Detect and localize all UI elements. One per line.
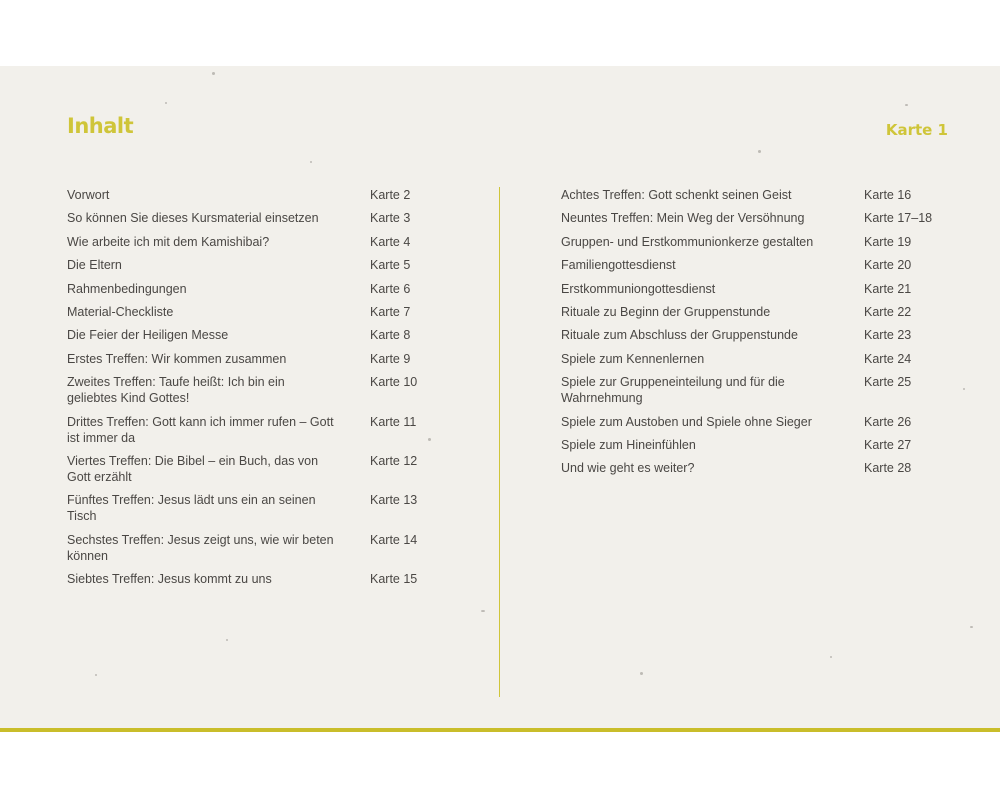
toc-entry-title: Vorwort <box>67 188 110 202</box>
toc-entry-card: Karte 26 <box>864 414 912 429</box>
toc-entry-card: Karte 19 <box>864 234 912 249</box>
toc-entry <box>561 187 941 203</box>
card-number-label: Karte 1 <box>885 121 948 139</box>
toc-entry-title: Sechstes Treffen: Jesus zeigt uns, wie wir beten können <box>67 532 334 563</box>
toc-entry-card: Karte 15 <box>370 572 418 587</box>
page-title: Inhalt <box>67 114 134 138</box>
toc-entry-card: Karte 22 <box>864 304 912 319</box>
paper-speck <box>310 161 312 163</box>
toc-entry-card: Karte 17–18 <box>864 211 933 226</box>
toc-entry <box>67 304 427 320</box>
toc-entry-title: Spiele zur Gruppeneinteilung und für die Wahrnehmung <box>561 375 785 406</box>
toc-entry <box>561 327 941 343</box>
toc-entry-card: Karte 12 <box>370 453 418 468</box>
toc-entry-card: Karte 21 <box>864 281 912 296</box>
toc-entry <box>67 234 427 250</box>
toc-entry <box>561 304 941 320</box>
toc-entry <box>561 257 941 273</box>
toc-entry <box>561 460 941 476</box>
toc-entry-title: Fünftes Treffen: Jesus lädt uns ein an seinen Tisch <box>67 493 316 524</box>
toc-entry-title: Rituale zum Abschluss der Gruppenstunde <box>561 328 798 343</box>
toc-entry <box>67 374 427 406</box>
toc-entry-card: Karte 16 <box>864 188 912 202</box>
toc-entry-card: Karte 13 <box>370 493 418 508</box>
toc-entry-card: Karte 5 <box>370 258 411 273</box>
toc-entry-title: Rahmenbedingungen <box>67 281 187 296</box>
toc-entry-card: Karte 14 <box>370 532 418 547</box>
bottom-accent-rule <box>0 728 1000 732</box>
paper-speck <box>226 639 228 641</box>
toc-entry-card: Karte 3 <box>370 211 411 226</box>
toc-entry-title: Achtes Treffen: Gott schenkt seinen Geist <box>561 188 792 202</box>
paper-speck <box>970 626 973 628</box>
toc-entry-title: Viertes Treffen: Die Bibel – ein Buch, das von Gott erzählt <box>67 453 319 484</box>
toc-entry <box>67 327 427 343</box>
toc-entry <box>67 532 427 564</box>
toc-entry-title: Gruppen- und Erstkommunionkerze gestalten <box>561 234 814 249</box>
column-divider <box>499 187 500 697</box>
paper-speck <box>963 388 965 390</box>
toc-entry <box>561 351 941 367</box>
toc-entry <box>67 414 427 446</box>
paper-speck <box>640 672 643 675</box>
toc-entry <box>67 281 427 297</box>
paper-speck <box>905 104 908 106</box>
toc-entry-card: Karte 7 <box>370 304 411 319</box>
paper-speck <box>758 150 761 153</box>
toc-entry-title: Wie arbeite ich mit dem Kamishibai? <box>67 234 270 249</box>
toc-entry-card: Karte 25 <box>864 375 912 390</box>
toc-entry-title: Und wie geht es weiter? <box>561 461 695 476</box>
toc-entry-title: Spiele zum Hineinfühlen <box>561 437 696 452</box>
paper-speck <box>165 102 167 104</box>
toc-entry-card: Karte 27 <box>864 437 912 452</box>
toc-entry <box>561 437 941 453</box>
toc-entry-title: Erstkommuniongottesdienst <box>561 281 716 296</box>
toc-entry <box>67 351 427 367</box>
toc-entry <box>561 281 941 297</box>
toc-entry-title: Material-Checkliste <box>67 304 174 319</box>
toc-entry-title: Erstes Treffen: Wir kommen zusammen <box>67 351 287 366</box>
toc-entry <box>561 374 941 406</box>
toc-entry-title: So können Sie dieses Kursmaterial einsetzen <box>67 211 319 226</box>
toc-entry <box>67 453 427 485</box>
toc-left-column <box>67 187 427 594</box>
toc-entry <box>67 492 427 524</box>
toc-entry-title: Familiengottesdienst <box>561 258 676 273</box>
paper-speck <box>95 674 97 676</box>
paper-speck <box>481 610 485 612</box>
toc-entry <box>67 210 427 226</box>
toc-entry-title: Die Feier der Heiligen Messe <box>67 328 229 343</box>
toc-entry <box>561 414 941 430</box>
toc-entry-title: Spiele zum Austoben und Spiele ohne Sieger <box>561 414 812 429</box>
toc-entry-card: Karte 24 <box>864 351 912 366</box>
paper-speck <box>428 438 431 441</box>
toc-entry-card: Karte 8 <box>370 328 411 343</box>
toc-entry <box>67 571 427 587</box>
toc-entry <box>67 257 427 273</box>
toc-entry-title: Spiele zum Kennenlernen <box>561 351 705 366</box>
toc-entry-card: Karte 23 <box>864 328 912 343</box>
toc-entry-title: Drittes Treffen: Gott kann ich immer rufen – Gott ist immer da <box>67 414 334 445</box>
toc-entry-card: Karte 4 <box>370 234 411 249</box>
toc-entry-title: Neuntes Treffen: Mein Weg der Versöhnung <box>561 211 805 226</box>
toc-entry-title: Die Eltern <box>67 258 122 273</box>
toc-entry-card: Karte 20 <box>864 258 912 273</box>
toc-entry-title: Zweites Treffen: Taufe heißt: Ich bin ein geliebtes Kind Gottes! <box>67 375 285 406</box>
toc-entry-card: Karte 9 <box>370 351 411 366</box>
paper-speck <box>830 656 832 658</box>
toc-entry-title: Rituale zu Beginn der Gruppenstunde <box>561 304 771 319</box>
toc-entry-card: Karte 11 <box>370 414 417 429</box>
toc-entry <box>561 210 941 226</box>
paper-speck <box>212 72 215 75</box>
toc-entry <box>561 234 941 250</box>
toc-entry-card: Karte 2 <box>370 188 411 202</box>
toc-entry-title: Siebtes Treffen: Jesus kommt zu uns <box>67 572 272 587</box>
toc-entry-card: Karte 10 <box>370 375 418 390</box>
toc-entry-card: Karte 6 <box>370 281 411 296</box>
toc-entry-card: Karte 28 <box>864 461 912 476</box>
toc-entry <box>67 187 427 203</box>
toc-right-column <box>561 187 941 484</box>
